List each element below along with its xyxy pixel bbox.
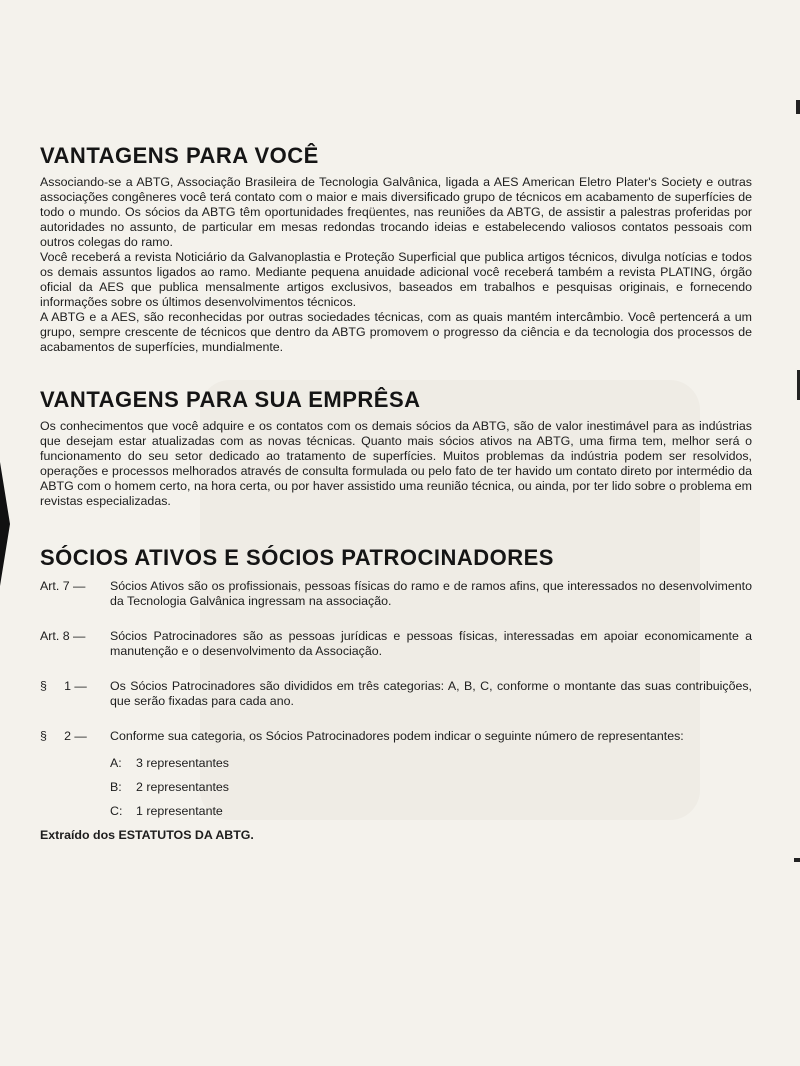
article-label: § 2 — (40, 729, 87, 743)
article-text: Conforme sua categoria, os Sócios Patrocinadores podem indicar o seguinte número de representantes: (110, 729, 684, 743)
article-8 (40, 629, 752, 659)
article-label: Art. 7 — (40, 579, 86, 593)
article-text: Sócios Ativos são os profissionais, pessoas físicas do ramo e de ramos afins, que interessados no desenvolvimento da Tecnologia Galvânica ingressam na associação. (110, 579, 752, 608)
article-7 (40, 579, 752, 609)
paragraph: Associando-se a ABTG, Associação Brasileira de Tecnologia Galvânica, ligada a AES American Eletro Plater's Society e outras associações congêneres você terá contato com o maior e mais diversificado grupo de técnicos em acabamento de superfícies de todo o mundo. Os sócios da ABTG têm oportunidades freqüentes, nas reuniões da ABTG, de assistir a palestras proferidas por autoridades no assunto, de particular em mesas redondas trocando ideias e estabelecendo valiosos contatos pessoais com outros colegas do ramo. (40, 175, 752, 249)
category-list (110, 756, 752, 819)
category-text: 2 representantes (136, 780, 229, 794)
source-note: Extraído dos ESTATUTOS DA ABTG. (40, 828, 254, 842)
category-text: 3 representantes (136, 756, 229, 770)
category-letter: B: (110, 780, 122, 794)
document-content (40, 142, 752, 842)
paragraph-2 (40, 729, 752, 744)
category-letter: C: (110, 804, 123, 818)
article-label: Art. 8 — (40, 629, 86, 643)
paragraph-1 (40, 679, 752, 709)
category-text: 1 representante (136, 804, 223, 818)
left-edge-arrow-icon (0, 462, 10, 586)
section-title-socios: SÓCIOS ATIVOS E SÓCIOS PATROCINADORES (40, 545, 554, 570)
category-letter: A: (110, 756, 122, 770)
paragraph: Os conhecimentos que você adquire e os contatos com os demais sócios da ABTG, são de valor inestimável para as indústrias que desejam estar atualizadas com as novas técnicas. Quanto mais sócios ativos na ABTG, uma firma tem, melhor será o funcionamento do seu setor dedicado ao tratamento de superfícies. Muitos problemas da indústria podem ser resolvidos, operações e processos melhorados através de consulta formulada ou pelo fato de ter havido um contato direto por intermédio da ABTG com o homem certo, na hora certa, ou por haver assistido uma reunião técnica, ou ainda, por ter lido sobre o problema em revistas especializadas. (40, 419, 752, 508)
category-item (110, 804, 752, 819)
section-title-vantagens-empresa: VANTAGENS PARA SUA EMPRÊSA (40, 387, 421, 412)
section-title-vantagens-voce: VANTAGENS PARA VOCÊ (40, 143, 319, 168)
category-item (110, 780, 752, 795)
article-label: § 1 — (40, 679, 87, 693)
article-text: Sócios Patrocinadores são as pessoas jurídicas e pessoas físicas, interessadas em apoiar economicamente a manutenção e o desenvolvimento da Associação. (110, 629, 752, 658)
paragraph: Você receberá a revista Noticiário da Galvanoplastia e Proteção Superficial que publica artigos técnicos, divulga notícias e todos os demais assuntos ligados ao ramo. Mediante pequena anuidade adicional você receberá também a revista PLATING, órgão oficial da AES que publica mensalmente artigos exclusivos, baseados em trabalhos e pesquisas originais, e fornecendo informações sobre os últimos desenvolvimentos técnicos. (40, 250, 752, 309)
right-edge-mark-icon (794, 858, 800, 862)
right-edge-mark-icon (796, 100, 800, 114)
category-item (110, 756, 752, 771)
article-text: Os Sócios Patrocinadores são divididos em três categorias: A, B, C, conforme o montante das suas contribuições, que serão fixadas para cada ano. (110, 679, 752, 708)
paragraph: A ABTG e a AES, são reconhecidas por outras sociedades técnicas, com as quais mantém intercâmbio. Você pertencerá a um grupo, sempre crescente de técnicos que dentro da ABTG promovem o progresso da ciência e da tecnologia dos processos de acabamentos de superfícies, mundialmente. (40, 310, 752, 354)
